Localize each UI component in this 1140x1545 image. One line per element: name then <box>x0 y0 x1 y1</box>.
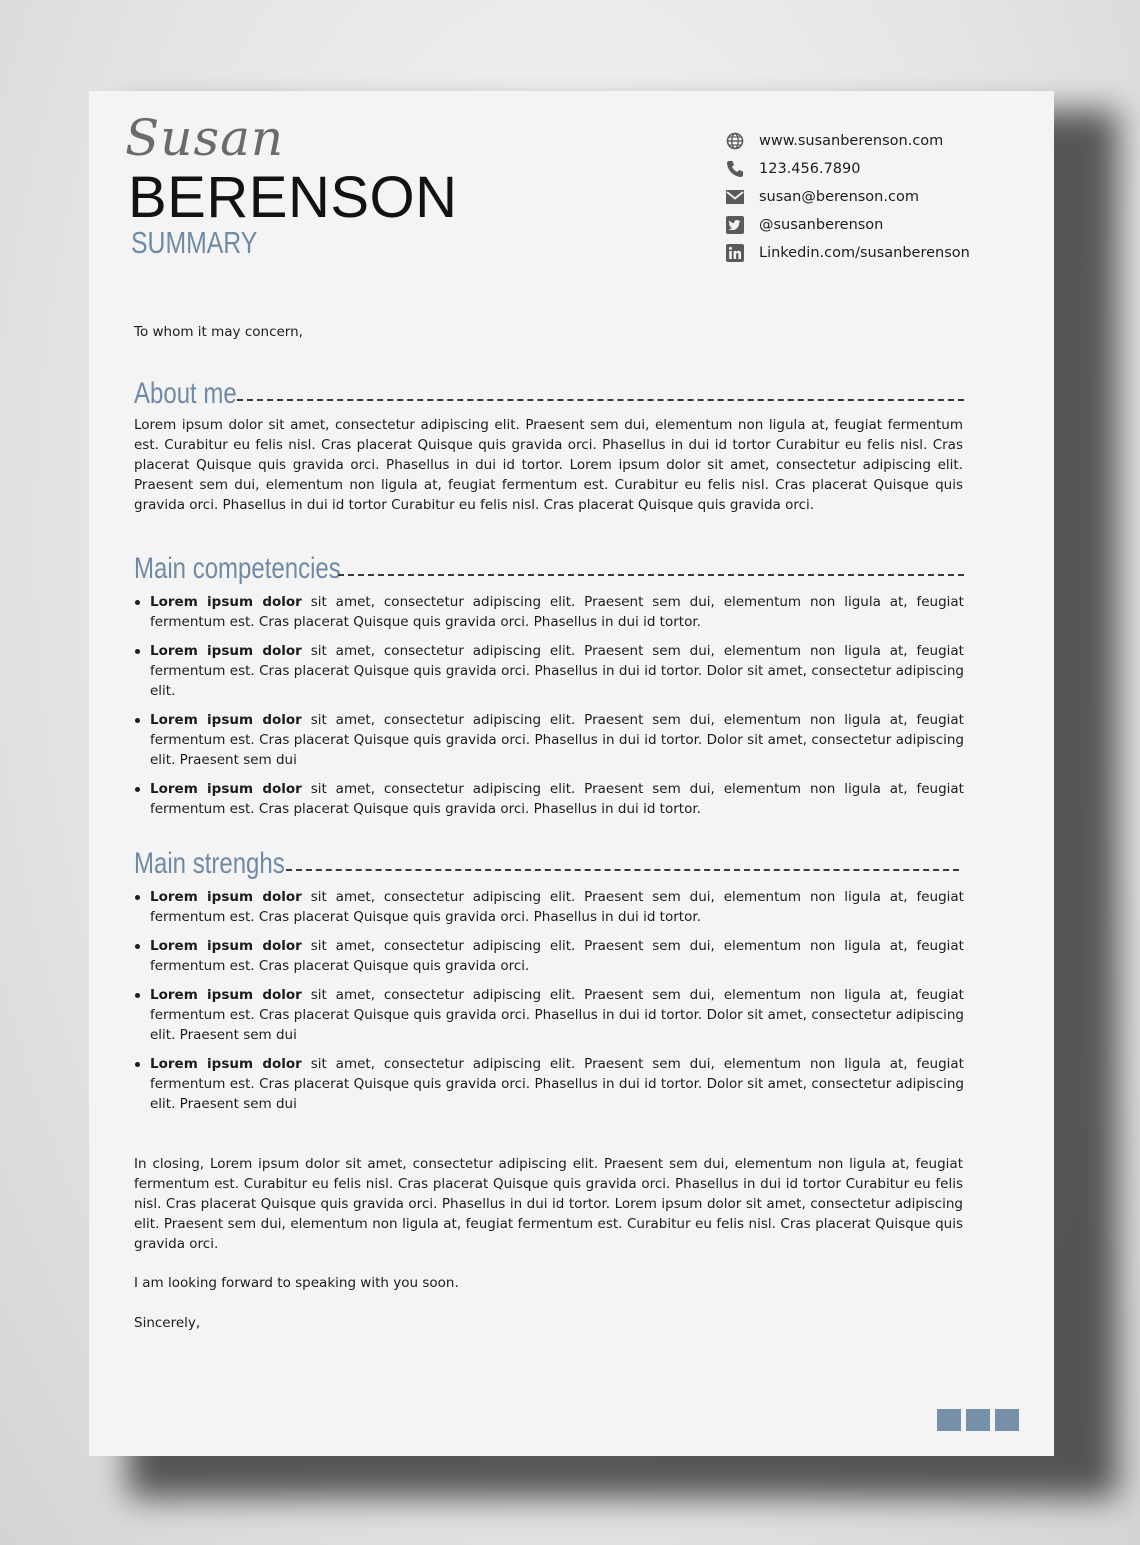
list-item-text: sit amet, consectetur adipiscing elit. Praesent sem dui, elementum non ligula at, feugiat fermentum est. Cras placerat Quisque quis gravida orci. Phasellus in dui id tortor. <box>150 781 964 817</box>
competencies-heading <box>134 550 964 584</box>
mail-icon <box>725 187 745 207</box>
contact-list <box>725 127 1045 267</box>
last-name: BERENSON <box>128 165 458 230</box>
list-item-bold: Lorem ipsum dolor <box>150 938 302 954</box>
signoff: Sincerely, <box>134 1315 201 1331</box>
list-item-bold: Lorem ipsum dolor <box>150 987 302 1003</box>
linkedin-icon <box>725 243 745 263</box>
list-item <box>134 936 964 976</box>
list-item-bold: Lorem ipsum dolor <box>150 889 302 905</box>
contact-phone-text: 123.456.7890 <box>759 161 861 177</box>
twitter-icon <box>725 215 745 235</box>
globe-icon <box>725 131 745 151</box>
contact-linkedin-text: Linkedin.com/susanberenson <box>759 245 970 261</box>
contact-email-text: susan@berenson.com <box>759 189 919 205</box>
footer-square <box>966 1409 990 1431</box>
contact-email <box>725 183 1045 211</box>
about-paragraph: Lorem ipsum dolor sit amet, consectetur adipiscing elit. Praesent sem dui, elementum non ligula at, feugiat fermentum est. Curabitur eu felis nisl. Cras placerat Quisque quis gravida orci. Phasellus in dui id tortor Curabitur eu felis nisl. Cras placerat Quisque quis gravida orci. Phasellus in dui id tortor. Lorem ipsum dolor sit amet, consectetur adipiscing elit. Praesent sem dui, elementum non ligula at, feugiat fermentum est. Curabitur eu felis nisl. Cras placerat Quisque quis gravida orci. Phasellus in dui id tortor Curabitur eu felis nisl. Cras placerat Quisque quis gravida orci. <box>134 417 963 513</box>
contact-phone <box>725 155 1045 183</box>
list-item <box>134 1054 964 1114</box>
about-heading-text: About me <box>134 377 237 410</box>
competencies-heading-text: Main competencies <box>134 552 341 585</box>
closing-paragraph: In closing, Lorem ipsum dolor sit amet, consectetur adipiscing elit. Praesent sem dui, elementum non ligula at, feugiat fermentum est. Curabitur eu felis nisl. Cras placerat Quisque quis gravida orci. Phasellus in dui id tortor Curabitur eu felis nisl. Cras placerat Quisque quis gravida orci. Phasellus in dui id tortor. Lorem ipsum dolor sit amet, consectetur adipiscing elit. Praesent sem dui, elementum non ligula at, feugiat fermentum est. Curabitur eu felis nisl. Cras placerat Quisque quis gravida orci. <box>134 1156 963 1252</box>
footer-square <box>995 1409 1019 1431</box>
list-item-bold: Lorem ipsum dolor <box>150 781 302 797</box>
letter-page <box>89 91 1054 1456</box>
list-item-bold: Lorem ipsum dolor <box>150 594 302 610</box>
strengths-heading <box>134 845 959 879</box>
list-item-text: sit amet, consectetur adipiscing elit. Praesent sem dui, elementum non ligula at, feugiat fermentum est. Cras placerat Quisque quis gravida orci. Phasellus in dui id tortor. <box>150 594 964 630</box>
list-item-text: sit amet, consectetur adipiscing elit. Praesent sem dui, elementum non ligula at, feugiat fermentum est. Cras placerat Quisque quis gravida orci. Phasellus in dui id tortor. Dolor sit amet, consectetur adipiscing elit. <box>150 643 964 699</box>
contact-website-text: www.susanberenson.com <box>759 133 944 149</box>
contact-website <box>725 127 1045 155</box>
list-item <box>134 710 964 770</box>
contact-twitter-text: @susanberenson <box>759 217 884 233</box>
strengths-list <box>134 887 964 1123</box>
first-name: Susan <box>125 109 285 167</box>
list-item-text: sit amet, consectetur adipiscing elit. Praesent sem dui, elementum non ligula at, feugiat fermentum est. Cras placerat Quisque quis gravida orci. Phasellus in dui id tortor. Dolor sit amet, consectetur adipiscing elit. Praesent sem dui <box>150 987 964 1043</box>
forward-line: I am looking forward to speaking with you soon. <box>134 1275 459 1291</box>
list-item <box>134 592 964 632</box>
footer-square <box>937 1409 961 1431</box>
list-item-bold: Lorem ipsum dolor <box>150 1056 302 1072</box>
strengths-heading-text: Main strenghs <box>134 847 285 880</box>
strengths-heading-divider <box>286 869 959 871</box>
list-item-bold: Lorem ipsum dolor <box>150 712 302 728</box>
about-heading <box>134 375 964 409</box>
list-item-text: sit amet, consectetur adipiscing elit. Praesent sem dui, elementum non ligula at, feugiat fermentum est. Cras placerat Quisque quis gravida orci. <box>150 938 964 974</box>
list-item <box>134 887 964 927</box>
footer-decoration <box>937 1409 1019 1431</box>
list-item-text: sit amet, consectetur adipiscing elit. Praesent sem dui, elementum non ligula at, feugiat fermentum est. Cras placerat Quisque quis gravida orci. Phasellus in dui id tortor. Dolor sit amet, consectetur adipiscing elit. Praesent sem dui <box>150 712 964 768</box>
contact-linkedin <box>725 239 1045 267</box>
contact-twitter <box>725 211 1045 239</box>
competencies-heading-divider <box>338 574 964 576</box>
list-item-bold: Lorem ipsum dolor <box>150 643 302 659</box>
list-item-text: sit amet, consectetur adipiscing elit. Praesent sem dui, elementum non ligula at, feugiat fermentum est. Cras placerat Quisque quis gravida orci. Phasellus in dui id tortor. <box>150 889 964 925</box>
list-item-text: sit amet, consectetur adipiscing elit. Praesent sem dui, elementum non ligula at, feugiat fermentum est. Cras placerat Quisque quis gravida orci. Phasellus in dui id tortor. Dolor sit amet, consectetur adipiscing elit. Praesent sem dui <box>150 1056 964 1112</box>
phone-icon <box>725 159 745 179</box>
about-heading-divider <box>237 399 964 401</box>
list-item <box>134 985 964 1045</box>
list-item <box>134 779 964 819</box>
list-item <box>134 641 964 701</box>
competencies-list <box>134 592 964 828</box>
document-title: SUMMARY <box>131 225 258 260</box>
salutation: To whom it may concern, <box>134 324 303 340</box>
